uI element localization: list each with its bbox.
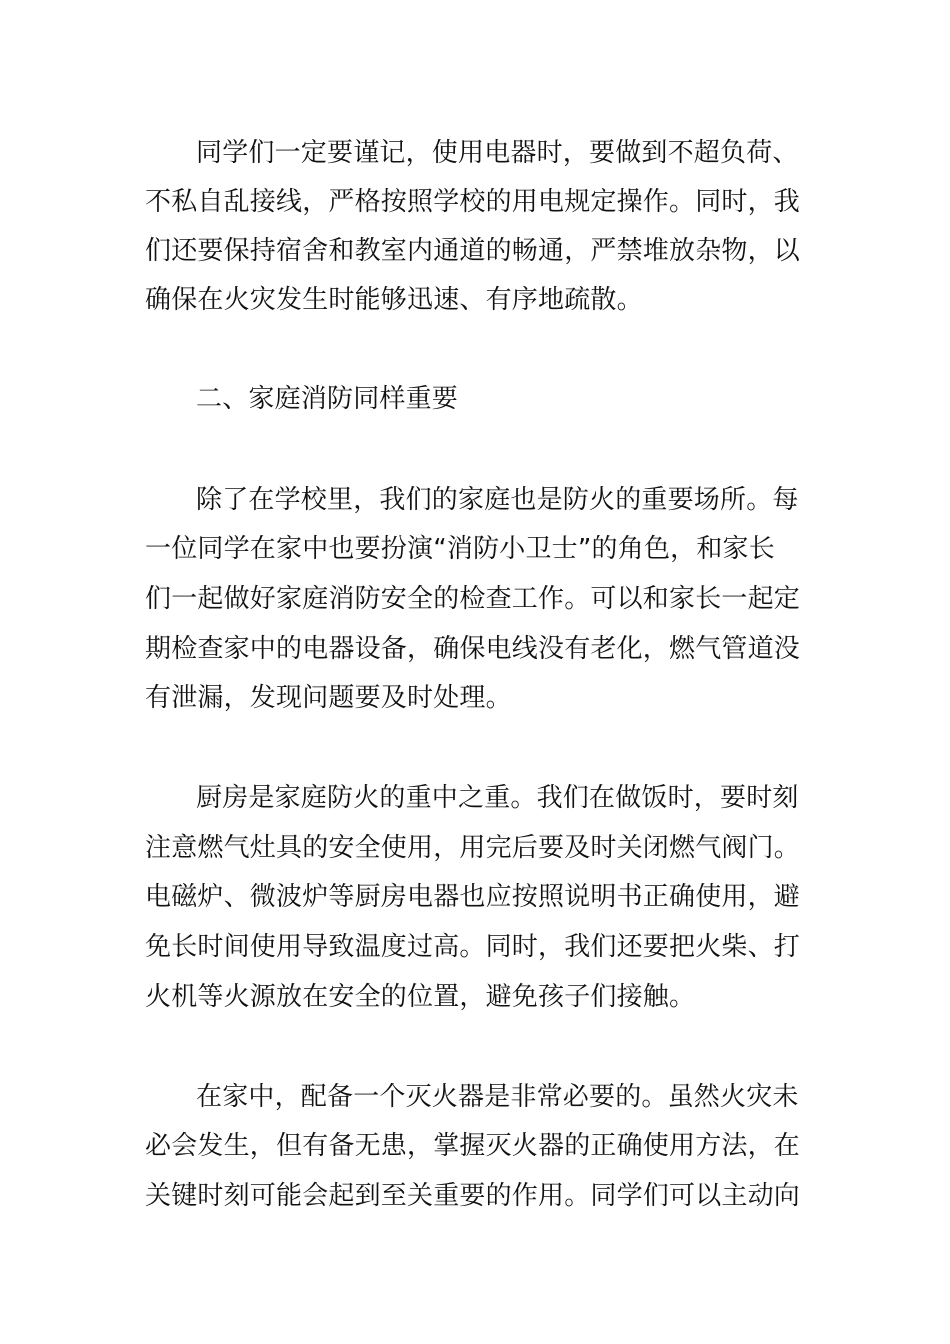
text-line: 期检查家中的电器设备，确保电线没有老化，燃气管道没 xyxy=(145,634,801,664)
text-line: 注意燃气灶具的安全使用，用完后要及时关闭燃气阀门。 xyxy=(145,833,801,863)
text-line: 同学们一定要谨记，使用电器时，要做到不超负荷、 xyxy=(196,138,799,168)
text-line: 在家中，配备一个灭火器是非常必要的。虽然火灾未 xyxy=(196,1082,799,1112)
text-line: 必会发生，但有备无患，掌握灭火器的正确使用方法，在 xyxy=(145,1131,801,1161)
text-line: 有泄漏，发现问题要及时处理。 xyxy=(145,683,512,713)
text-line: 火机等火源放在安全的位置，避免孩子们接触。 xyxy=(145,982,696,1012)
text-line: 不私自乱接线，严格按照学校的用电规定操作。同时，我 xyxy=(145,187,801,217)
text-line: 除了在学校里，我们的家庭也是防火的重要场所。每 xyxy=(196,485,799,515)
text-line: 电磁炉、微波炉等厨房电器也应按照说明书正确使用，避 xyxy=(145,882,801,912)
text-line: 确保在火灾发生时能够迅速、有序地疏散。 xyxy=(145,285,643,315)
text-line: 们还要保持宿舍和教室内通道的畅通，严禁堆放杂物，以 xyxy=(145,236,801,266)
text-line: 们一起做好家庭消防安全的检查工作。可以和家长一起定 xyxy=(145,584,801,614)
text-line: 关键时刻可能会起到至关重要的作用。同学们可以主动向 xyxy=(145,1181,801,1211)
text-line: 厨房是家庭防火的重中之重。我们在做饭时，要时刻 xyxy=(196,783,799,813)
text-line: 免长时间使用导致温度过高。同时，我们还要把火柴、打 xyxy=(145,932,801,962)
text-line: 一位同学在家中也要扮演“消防小卫士”的角色，和家长 xyxy=(145,534,775,564)
section-heading: 二、家庭消防同样重要 xyxy=(196,384,459,414)
